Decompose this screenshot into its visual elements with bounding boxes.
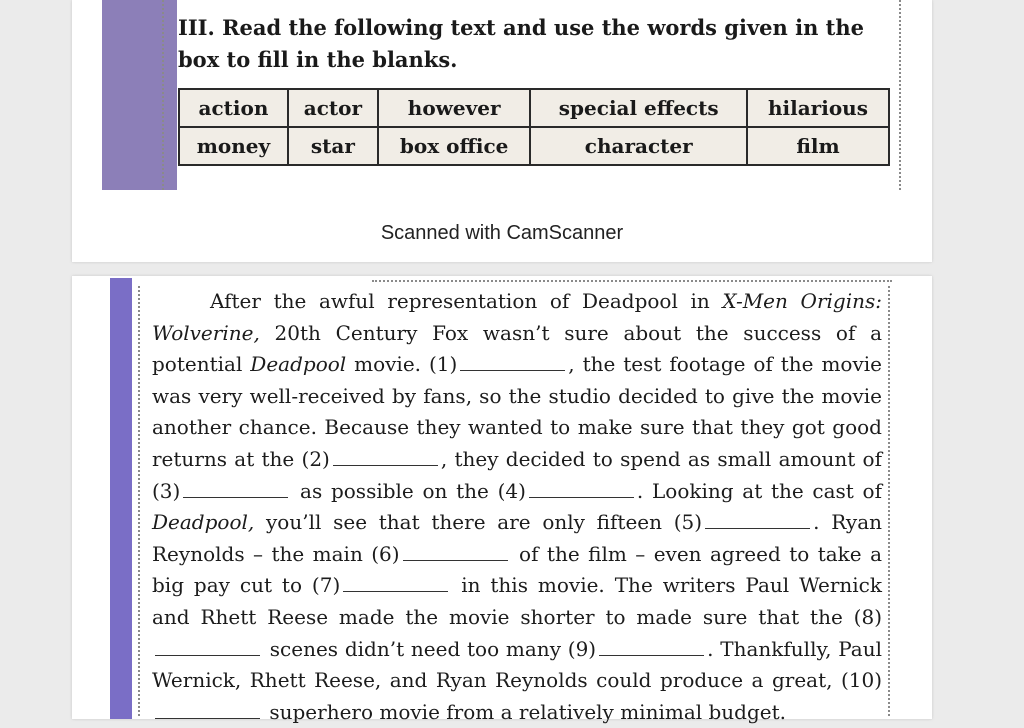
passage-text: superhero movie from a relatively minimal budget. xyxy=(263,699,787,724)
word-cell: film xyxy=(747,127,889,165)
word-cell: money xyxy=(179,127,288,165)
word-cell: box office xyxy=(378,127,531,165)
blank-9[interactable] xyxy=(599,654,704,656)
passage-text: . Looking at the cast of xyxy=(636,478,882,503)
scanned-page-top xyxy=(72,0,932,262)
dotted-border-left xyxy=(138,286,140,716)
passage-text: 20th Century Fox wasn’t sure about the success of a potential xyxy=(152,320,882,377)
word-cell: actor xyxy=(288,89,378,127)
dotted-border-right xyxy=(899,0,901,190)
passage-text: . Ryan Reynolds – the main (6) xyxy=(152,510,882,566)
blank-2[interactable] xyxy=(333,464,438,466)
blank-4[interactable] xyxy=(529,496,634,498)
dotted-border-top xyxy=(372,280,892,282)
blank-5[interactable] xyxy=(705,527,810,529)
word-box-row xyxy=(179,89,889,127)
passage-text: , the test footage of the movie was very well-received by fans, so the studio decided to give the movie another chance. Because they wanted to make sure that they got good returns at the (2) xyxy=(152,352,882,471)
blank-3[interactable] xyxy=(183,496,288,498)
word-box xyxy=(178,88,890,166)
scanned-page-bottom xyxy=(72,276,932,724)
passage-text: of the film – even agreed to take a big pay cut to (7) xyxy=(152,541,882,598)
reading-passage xyxy=(152,286,882,728)
word-cell: character xyxy=(530,127,747,165)
passage-text: in this movie. The writers Paul Wernick and Rhett Reese made the movie shorter to made sure that the (8) xyxy=(152,573,883,629)
blank-7[interactable] xyxy=(343,590,448,592)
dotted-border-left xyxy=(162,0,164,190)
passage-text: as possible on the (4) xyxy=(291,478,526,503)
page-edge-strip xyxy=(110,278,132,719)
word-cell: however xyxy=(378,89,531,127)
dotted-border-right xyxy=(888,286,890,716)
word-cell: special effects xyxy=(530,89,747,127)
passage-text: . Thankfully, Paul Wernick, Rhett Reese, and Ryan Reynolds could produce a great, (10) xyxy=(152,636,883,693)
scanner-watermark: Scanned with CamScanner xyxy=(380,222,624,244)
blank-1[interactable] xyxy=(460,369,565,371)
passage-italic: Deadpool xyxy=(250,352,347,377)
passage-text: After the awful representation of Deadpool in xyxy=(210,289,723,313)
exercise-instruction: III. Read the following text and use the words given in the box to fill in the blanks. xyxy=(178,15,864,72)
passage-italic: X-Men Origins: Wolverine, xyxy=(152,289,882,345)
passage-text: you’ll see that there are only fifteen (5) xyxy=(254,510,703,535)
page-edge-strip xyxy=(102,0,177,190)
blank-10[interactable] xyxy=(155,717,260,719)
passage-paragraph xyxy=(152,286,882,728)
passage-text: scenes didn’t need too many (9) xyxy=(263,636,597,661)
passage-italic: Deadpool, xyxy=(152,510,255,535)
blank-8[interactable] xyxy=(155,654,260,656)
word-cell: action xyxy=(179,89,288,127)
blank-6[interactable] xyxy=(403,559,508,561)
word-cell: hilarious xyxy=(747,89,889,127)
word-box-row xyxy=(179,127,889,165)
passage-text: , they decided to spend as small amount of (3) xyxy=(152,446,883,503)
word-cell: star xyxy=(288,127,378,165)
passage-text: movie. (1) xyxy=(346,352,458,377)
